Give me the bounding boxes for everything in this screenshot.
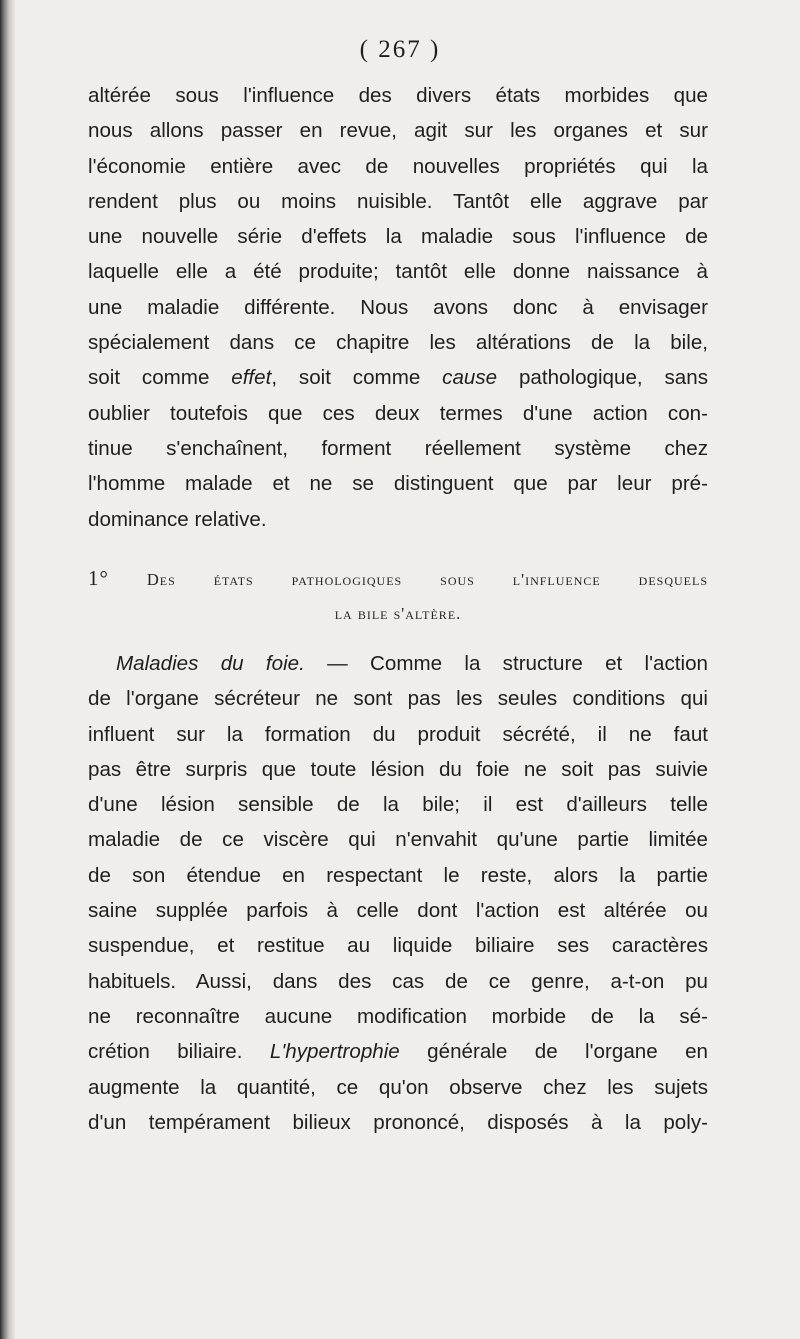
- paragraph-1: [88, 78, 708, 537]
- text-line: une nouvelle série d'effets la maladie sous l'influence de: [88, 225, 708, 249]
- text-line: de l'organe sécréteur ne sont pas les seules conditions qui: [88, 687, 708, 711]
- text-line: une maladie différente. Nous avons donc à envisager: [88, 295, 708, 319]
- text-segment: générale de l'organe en: [399, 1040, 708, 1064]
- text-segment: soit comme: [88, 366, 232, 390]
- text-line: laquelle elle a été produite; tantôt elle donne naissance à: [88, 260, 708, 284]
- section-heading: [88, 561, 708, 631]
- text-line: influent sur la formation du produit sécrété, il ne faut: [88, 722, 708, 746]
- text-line: d'une lésion sensible de la bile; il est d'ailleurs telle: [88, 793, 708, 817]
- text-line: nous allons passer en revue, agit sur les organes et sur: [88, 119, 708, 143]
- text-segment: , soit comme: [271, 366, 443, 390]
- text-line: suspendue, et restitue au liquide biliaire ses caractères: [88, 934, 708, 958]
- text-line: spécialement dans ce chapitre les altérations de la bile,: [88, 331, 708, 355]
- text-line: saine supplée parfois à celle dont l'action est altérée ou: [88, 899, 708, 923]
- italic-term-effet: effet: [231, 366, 272, 390]
- text-line: l'économie entière avec de nouvelles propriétés qui la: [88, 154, 708, 178]
- text-line: ne reconnaître aucune modification morbide de la sé-: [88, 1004, 708, 1028]
- text-line: pas être surpris que toute lésion du foie ne soit pas suivie: [88, 757, 708, 781]
- page-number: ( 267 ): [359, 36, 441, 63]
- text-line: maladie de ce viscère qui n'envahit qu'une partie limitée: [88, 828, 708, 852]
- italic-term-cause: cause: [442, 366, 498, 390]
- text-segment: — Comme la structure et l'action: [304, 652, 708, 675]
- text-line: tinue s'enchaînent, forment réellement système chez: [88, 436, 708, 460]
- text-line: de son étendue en respectant le reste, alors la partie: [88, 863, 708, 887]
- text-line: habituels. Aussi, dans des cas de ce genre, a-t-on pu: [88, 969, 708, 993]
- heading-number: 1°: [88, 566, 109, 590]
- text-line: d'un tempérament bilieux prononcé, disposés à la poly-: [88, 1110, 708, 1134]
- text-segment: pathologique, sans: [497, 366, 708, 390]
- italic-term-hypertrophie: L'hypertrophie: [269, 1040, 400, 1064]
- heading-line-1: [88, 561, 708, 597]
- text-line-with-subtitle: [88, 646, 708, 681]
- text-line: augmente la quantité, ce qu'on observe chez les sujets: [88, 1075, 708, 1099]
- text-line: oublier toutefois que ces deux termes d'une action con-: [88, 401, 708, 425]
- text-segment: crétion biliaire.: [88, 1040, 243, 1064]
- text-line: dominance relative.: [88, 507, 267, 531]
- paragraph-subtitle: Maladies du foie.: [116, 652, 305, 675]
- text-line-with-italics: [88, 1034, 708, 1069]
- heading-line-2: la bile s'altère.: [334, 604, 462, 623]
- text-line-with-italics: [88, 360, 708, 395]
- text-line: altérée sous l'influence des divers états morbides que: [88, 84, 708, 107]
- text-line: l'homme malade et ne se distinguent que par leur pré-: [88, 472, 708, 496]
- heading-text: Des états pathologiques sous l'influence desquels: [146, 570, 708, 589]
- paragraph-2: [88, 646, 708, 1140]
- page-edge-shadow: [0, 0, 16, 1339]
- text-line: rendent plus ou moins nuisible. Tantôt elle aggrave par: [88, 189, 708, 213]
